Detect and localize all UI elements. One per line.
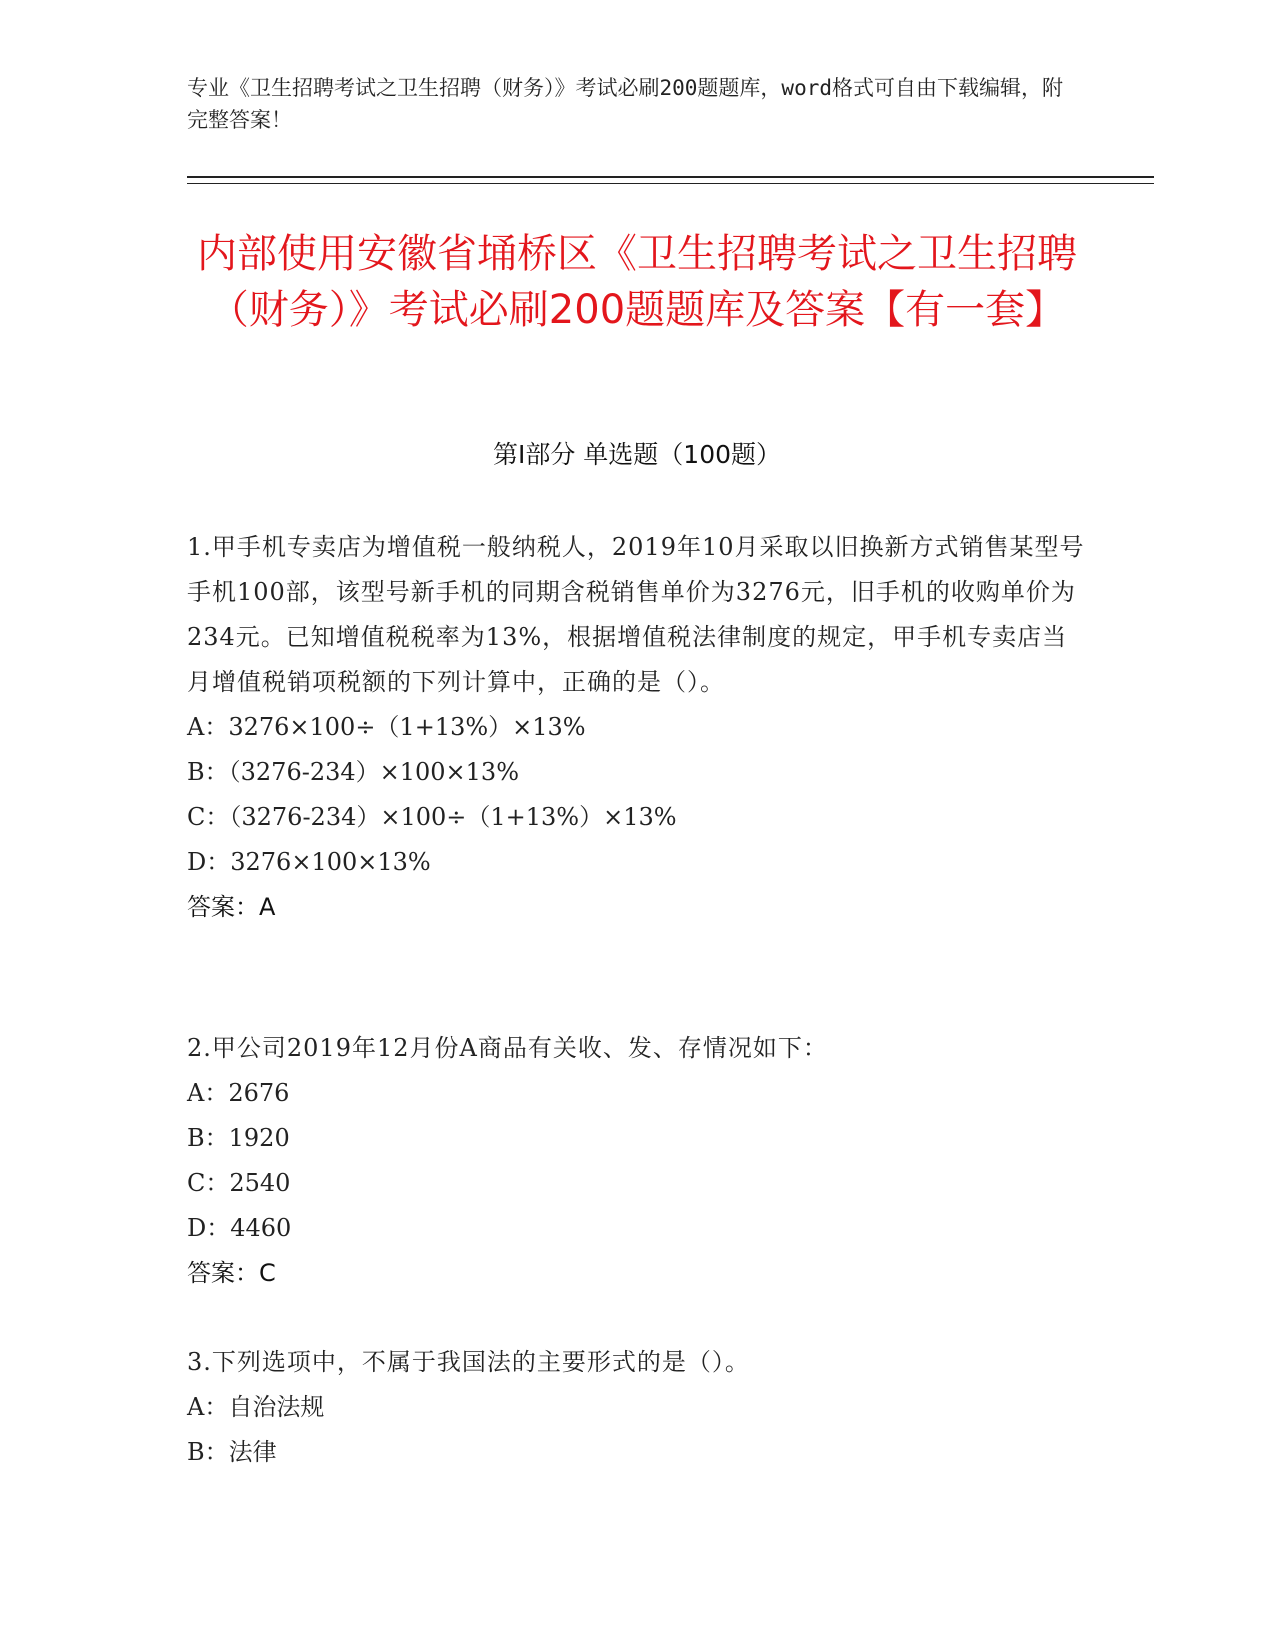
section-heading: 第Ⅰ部分 单选题（100题） bbox=[492, 440, 782, 469]
question-stem: 2.甲公司2019年12月份A商品有关收、发、存情况如下： bbox=[187, 1034, 828, 1062]
option-c: C：（3276-234）×100÷（1+13%）×13% bbox=[187, 803, 677, 831]
option-b: B：（3276-234）×100×13% bbox=[187, 758, 520, 786]
answer: 答案：C bbox=[187, 1259, 276, 1287]
option-a: A：2676 bbox=[187, 1079, 290, 1107]
header-note: 专业《卫生招聘考试之卫生招聘（财务）》考试必刷200题题库，word格式可自由下载编辑，附完整答案！ bbox=[187, 76, 1063, 132]
option-c: C：2540 bbox=[187, 1169, 291, 1197]
header-divider-thin bbox=[187, 183, 1154, 184]
option-d: D：4460 bbox=[187, 1214, 292, 1242]
answer: 答案：A bbox=[187, 893, 276, 921]
option-d: D：3276×100×13% bbox=[187, 848, 431, 876]
document-title: 内部使用安徽省埇桥区《卫生招聘考试之卫生招聘（财务）》考试必刷200题题库及答案【有一套】 bbox=[197, 231, 1077, 333]
header-divider-thick bbox=[187, 176, 1154, 178]
question-3 bbox=[187, 1340, 1087, 1475]
question-1 bbox=[187, 525, 1087, 930]
option-b: B：法律 bbox=[187, 1438, 277, 1466]
option-b: B：1920 bbox=[187, 1124, 290, 1152]
option-a: A：3276×100÷（1+13%）×13% bbox=[187, 713, 586, 741]
question-2 bbox=[187, 1026, 1087, 1296]
question-stem: 3.下列选项中，不属于我国法的主要形式的是（）。 bbox=[187, 1348, 750, 1376]
question-stem: 1.甲手机专卖店为增值税一般纳税人，2019年10月采取以旧换新方式销售某型号手机100部，该型号新手机的同期含税销售单价为3276元，旧手机的收购单价为234元。已知增值税税率为13%，根据增值税法律制度的规定，甲手机专卖店当月增值税销项税额的下列计算中，正确的是（）。 bbox=[187, 533, 1085, 696]
option-a: A：自治法规 bbox=[187, 1393, 325, 1421]
